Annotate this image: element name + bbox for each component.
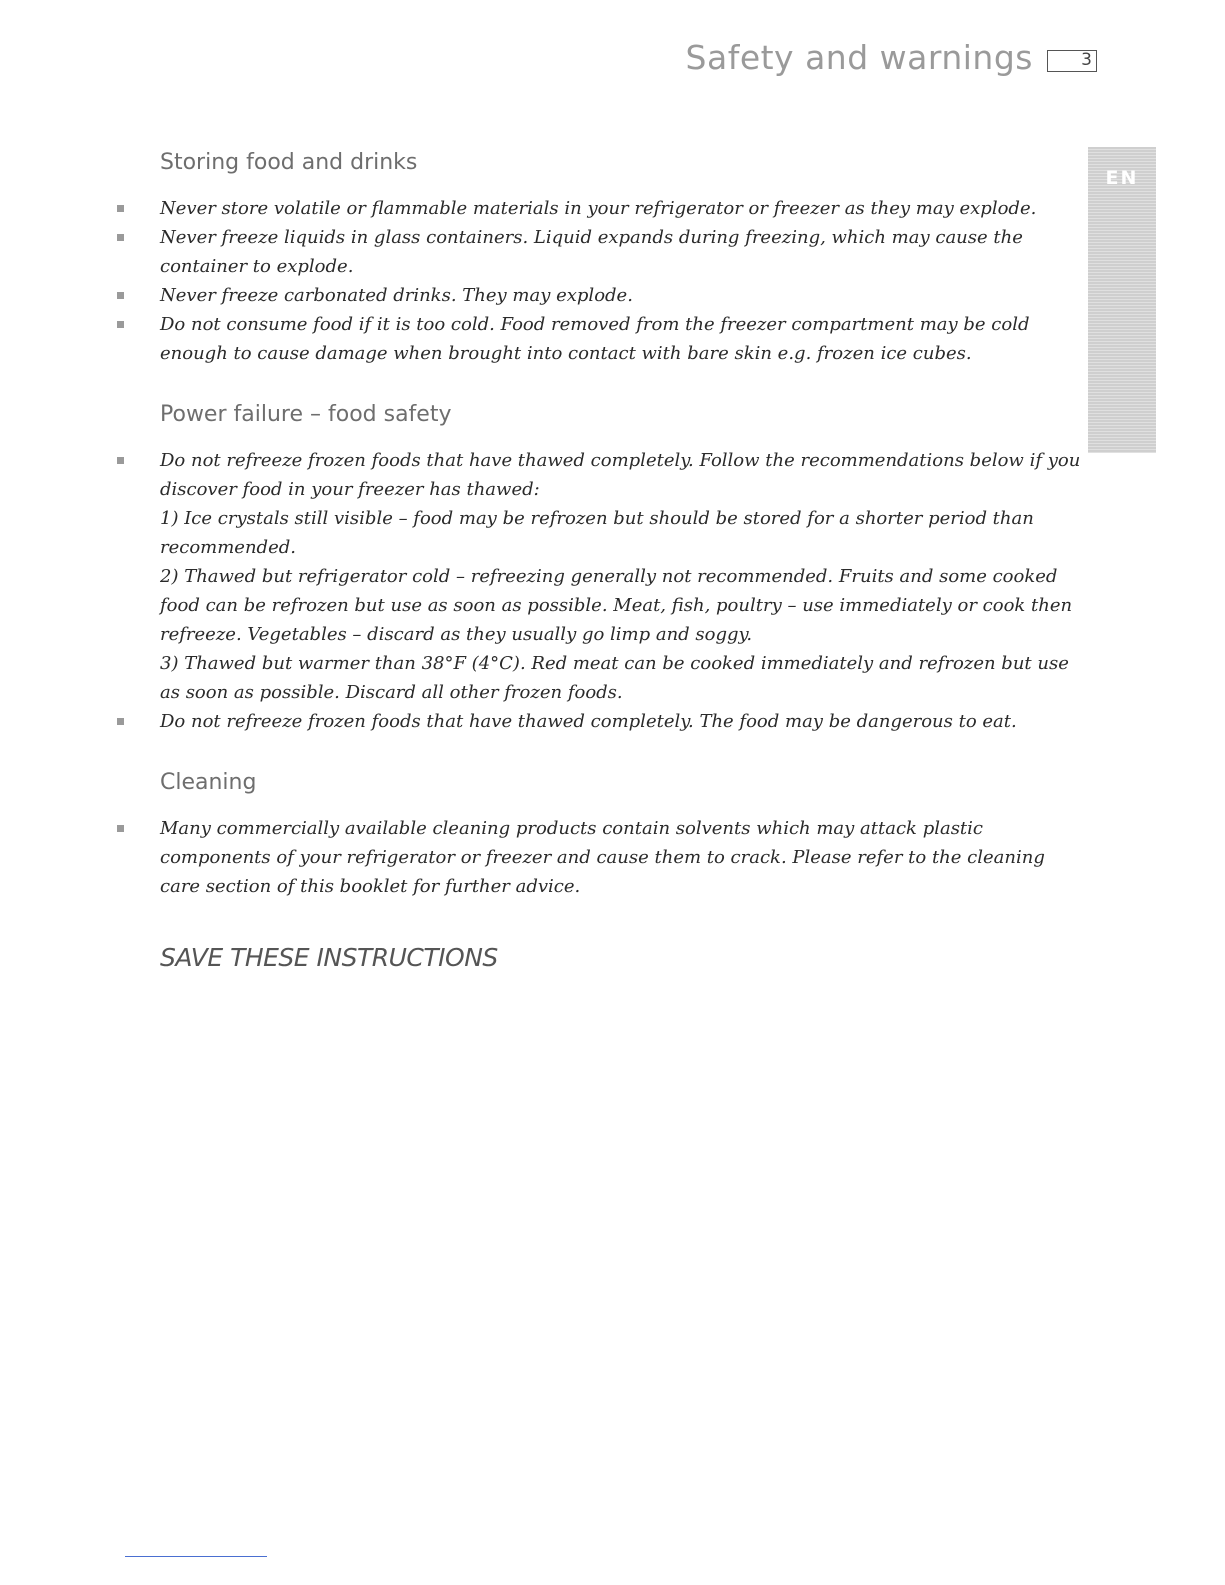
main-content: [0, 148, 1090, 972]
list-item: [0, 223, 1090, 281]
section-power-failure: [0, 400, 1090, 736]
bullet-icon: [117, 321, 124, 328]
recommendation-line: 3) Thawed but warmer than 38°F (4°C). Red meat can be cooked immediately and refrozen but use as soon as possible. Discard all other frozen foods.: [160, 653, 1069, 703]
list-item: [0, 814, 1090, 901]
list-item-text: Never freeze carbonated drinks. They may explode.: [160, 285, 633, 306]
page-number: 3: [1047, 50, 1097, 72]
list-item: [0, 281, 1090, 310]
section-heading: Storing food and drinks: [160, 150, 418, 175]
list-item-text: Do not consume food if it is too cold. Food removed from the freezer compartment may be cold enough to cause damage when brought into contact with bare skin e.g. frozen ice cubes.: [160, 314, 1030, 364]
bullet-icon: [117, 718, 124, 725]
recommendation-line: 2) Thawed but refrigerator cold – refreezing generally not recommended. Fruits and some cooked food can be refrozen but use as soon as possible. Meat, fish, poultry – use immediately or cook then refreeze. Vegetables – discard as they usually go limp and soggy.: [160, 566, 1073, 645]
section-heading: Cleaning: [160, 770, 257, 795]
list-item: [0, 707, 1090, 736]
page-header: [686, 38, 1097, 77]
recommendation-line: 1) Ice crystals still visible – food may be refrozen but should be stored for a shorter period than recommended.: [160, 508, 1034, 558]
section-storing-food: [0, 148, 1090, 368]
section-cleaning: [0, 768, 1090, 901]
language-tab-label: EN: [1105, 167, 1139, 189]
bullet-list: [0, 194, 1090, 368]
list-item-text: Never freeze liquids in glass containers. Liquid expands during freezing, which may cause the container to explode.: [160, 227, 1023, 277]
list-item-text: Do not refreeze frozen foods that have thawed completely. The food may be dangerous to eat.: [160, 711, 1017, 732]
bullet-icon: [117, 825, 124, 832]
list-item-text: Do not refreeze frozen foods that have thawed completely. Follow the recommendations below if you discover food in your freezer has thawed:: [160, 450, 1081, 500]
list-item-text: Many commercially available cleaning products contain solvents which may attack plastic components of your refrigerator or freezer and cause them to crack. Please refer to the cleaning care section of this booklet for further advice.: [160, 818, 1045, 897]
list-item: [0, 194, 1090, 223]
section-heading: Power failure – food safety: [160, 402, 452, 427]
language-tab: [1088, 147, 1156, 453]
bullet-icon: [117, 234, 124, 241]
bullet-list: [0, 446, 1090, 736]
bullet-icon: [117, 457, 124, 464]
list-item: [0, 446, 1090, 707]
bullet-list: [0, 814, 1090, 901]
save-instructions-note: SAVE THESE INSTRUCTIONS: [160, 943, 498, 972]
footer-divider: [125, 1556, 267, 1557]
page-title: Safety and warnings: [685, 38, 1033, 77]
list-item-text: Never store volatile or flammable materials in your refrigerator or freezer as they may explode.: [160, 198, 1037, 219]
bullet-icon: [117, 292, 124, 299]
list-item: [0, 310, 1090, 368]
bullet-icon: [117, 205, 124, 212]
